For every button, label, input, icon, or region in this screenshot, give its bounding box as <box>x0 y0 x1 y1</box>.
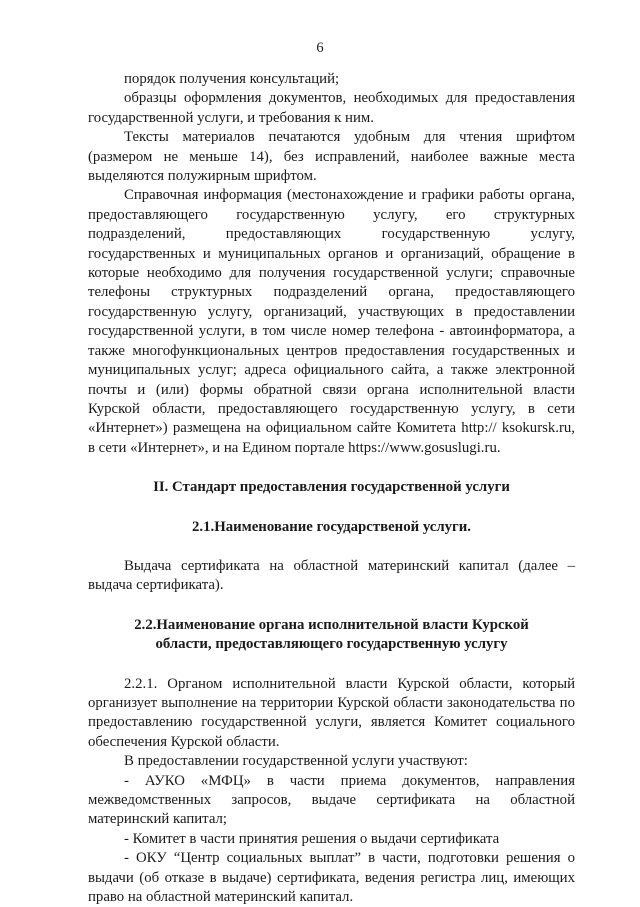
paragraph: образцы оформления документов, необходимых для предоставления государственной услуги, и требования к ним. <box>88 90 575 126</box>
list-item: - Комитет в части принятия решения о выдачи сертификата <box>124 830 500 847</box>
page-number: 6 <box>316 40 324 56</box>
list-item: - АУКО «МФЦ» в части приема документов, направления межведомственных запросов, выдаче сертификата на областной материнский капитал; <box>88 772 575 828</box>
paragraph: порядок получения консультаций; <box>124 71 340 87</box>
paragraph: Тексты материалов печатаются удобным для чтения шрифтом (размером не меньше 14), без исправлений, наиболее важные места выделяются полужирным шрифтом. <box>88 129 575 185</box>
subsection-title-2-1: 2.1.Наименование государственой услуги. <box>192 518 471 535</box>
paragraph: В предоставлении государственной услуги участвуют: <box>124 753 468 770</box>
paragraph: Справочная информация (местонахождение и графики работы органа, предоставляющего государственную услугу, его структурных подразделений, предоставляющих государственную услугу, государственных и муниципальных органов и организаций, обращение в которые необходимо для получения государственной услуги; справочные телефоны структурных подразделений органа, предоставляющего государственную услугу, организаций, участвующих в предоставлении государственной услуги, в том числе номер телефона - автоинформатора, а также многофункциональных центров предоставления государственных и муниципальных услуг; адреса официального сайта, а также электронной почты и (или) формы обратной связи органа исполнительной власти Курской области, предоставляющего государственную услугу, в сети «Интернет») размещена на официальном сайте Комитета http:// ksokursk.ru, в сети «Интернет», и на Едином портале https://www.gosuslugi.ru. <box>88 187 575 456</box>
subsection-title-2-2-line1: 2.2.Наименование органа исполнительной власти Курской <box>134 616 529 633</box>
section-title: II. Стандарт предоставления государственной услуги <box>153 479 510 496</box>
paragraph: 2.2.1. Органом исполнительной власти Курской области, который организует выполнение на территории Курской области законодательства по предоставлению государственной услуги, является Комитет социального обеспечения Курской области. <box>88 675 575 750</box>
paragraph: Выдача сертификата на областной материнский капитал (далее – выдача сертификата). <box>88 557 575 594</box>
document-body <box>88 70 575 907</box>
subsection-title-2-2-line2: области, предоставляющего государственную услугу <box>155 636 508 653</box>
list-item: - ОКУ “Центр социальных выплат” в части, подготовки решения о выдачи (об отказе в выдаче) сертификата, ведения регистра лиц, имеющих право на областной материнский капитал. <box>88 850 575 906</box>
